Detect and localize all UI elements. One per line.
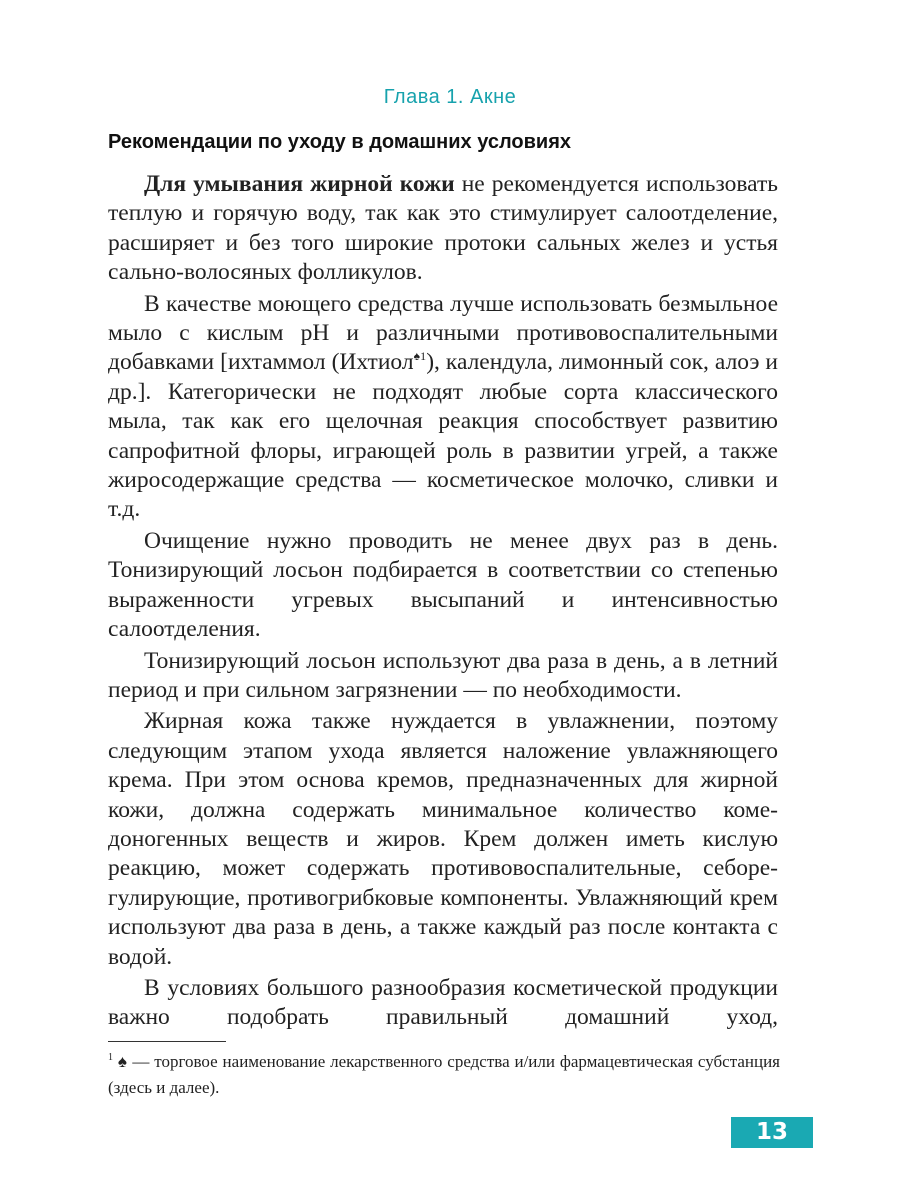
page-number-badge: 13: [731, 1117, 813, 1148]
footnote-reference: ♠1: [413, 349, 427, 364]
paragraph-1: [108, 170, 778, 288]
paragraph-3: Очищение нужно проводить не менее двух раз в день. Тонизирующий лосьон подбирается в соответствии со степенью выраженности угревых высыпаний и интенсивностью салоотделения.: [108, 527, 778, 643]
spade-icon: ♠: [117, 1052, 128, 1071]
paragraph-2-text-b: ), календула, лимонный сок, алоэ и др.]. Категорически не подходят любые сорта классического мыла, так как его щелочная реакция способствует развитию сапрофитной флоры, играющей роль в развитии угрей, а также жиросодержащие средства — косметическое молочко, сливки и т.д.: [108, 349, 778, 523]
paragraph-6: В условиях большого разнообразия косметической продукции важно подобрать правильный домашний уход,: [108, 974, 778, 1031]
paragraph-5: Жирная кожа также нуждается в увлажнении, поэтому следующим этапом ухода является наложение увлажняющего крема. При этом основа кремов, предназначенных для жирной кожи, должна содержать минимальное количество комедоногенных веществ и жиров. Крем должен иметь кислую реакцию, может содержать противовоспалительные, себорегулирующие, противогрибковые компоненты. Увлажняющий крем используют два раза в день, а также каждый раз после контакта с водой.: [108, 708, 778, 970]
footnote: [108, 1049, 780, 1101]
paragraph-2-text-a: В качестве моющего средства лучше использовать безмыльное мыло с кислым pH и различными противовоспалительными добавками [ихтаммол (Ихтиол: [108, 290, 778, 376]
paragraph-1-text: не рекомендуется использовать теплую и горячую воду, так как это стимулирует салоотделение, расширяет и без того широкие протоки сальных желез и устья сально-волосяных фолликулов.: [108, 171, 778, 286]
body-text: [108, 170, 778, 1035]
footnote-divider: [108, 1041, 226, 1042]
paragraph-1-bold-lead: Для умывания жирной кожи: [144, 171, 455, 197]
section-title: Рекомендации по уходу в домашних условиях: [108, 131, 572, 153]
footnote-text: — торговое наименование лекарственного средства и/или фармацевтическая субстанция (здесь и далее).: [108, 1052, 781, 1097]
footnote-marker: 1: [108, 1052, 113, 1063]
paragraph-2: [108, 290, 778, 525]
chapter-heading: Глава 1. Акне: [383, 86, 517, 108]
paragraph-4: Тонизирующий лосьон используют два раза в день, а в летний период и при сильном загрязнении — по необходимости.: [108, 647, 778, 703]
